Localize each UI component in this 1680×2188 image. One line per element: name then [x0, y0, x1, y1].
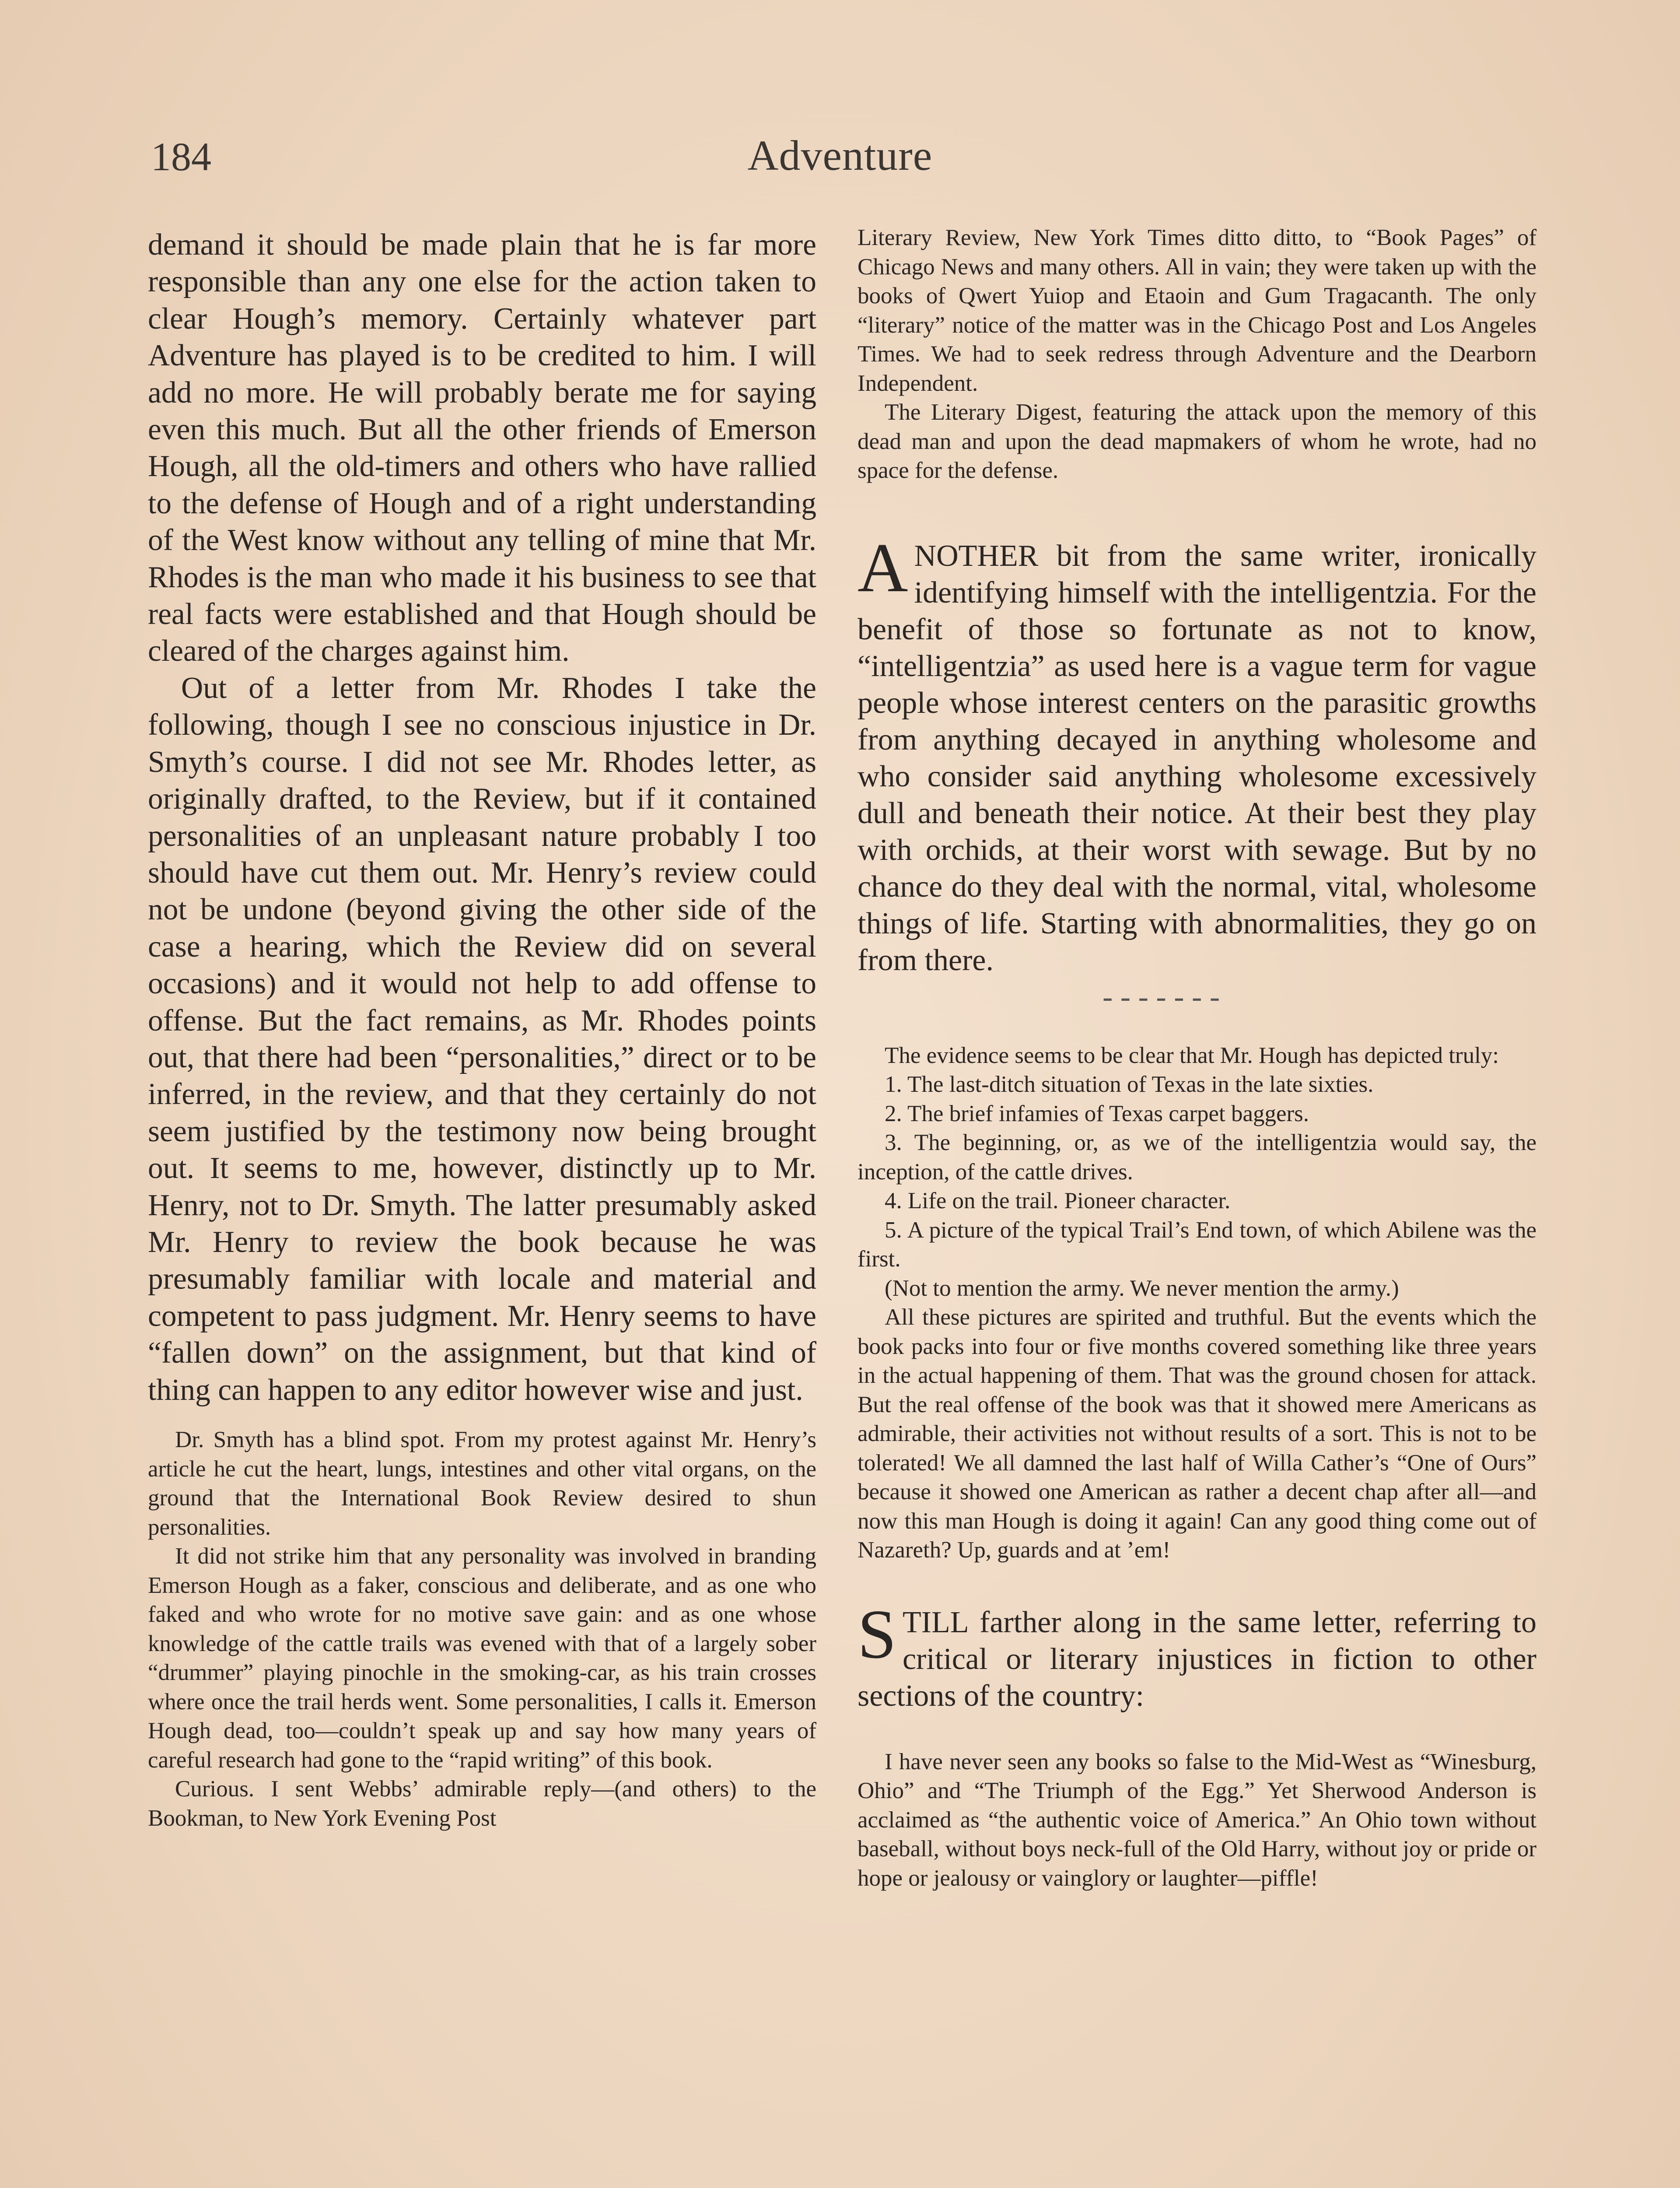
paragraph: NOTHER bit from the same writer, ironically identifying himself with the intelligentzia. For the benefit of those so fortunate as not to know, “intelligentzia” as used here is a vague term for vague people whose interest centers on the parasitic growths from anything decayed in anything wholesome and who consider said anything wholesome excessively dull and beneath their notice. At their best they play with orchids, at their worst with sewage. But by no chance do they deal with the normal, vital, wholesome things of life. Starting with abnormalities, they go on from there.	[858, 539, 1536, 977]
left-quoted-letter	[148, 1425, 816, 1833]
quoted-paragraph: Literary Review, New York Times ditto ditto, to “Book Pages” of Chicago News and many others. All in vain; they were taken up with the books of Qwert Yuiop and Etaoin and Gum Tragacanth. The only “literary” notice of the matter was in the Chicago Post and Los Angeles Times. We had to seek redress through Adventure and the Dearborn Independent.	[858, 225, 1536, 396]
paragraph: demand it should be made plain that he is far more responsible than any one else for the action taken to clear Hough’s memory. Certainly whatever part Adventure has played is to be credited to him. I will add no more. He will probably berate me for saying even this much. But all the other friends of Emerson Hough, all the old-timers and others who have rallied to the defense of Hough and of a right understanding of the West know without any telling of mine that Mr. Rhodes is the man who made it his business to see that real facts were established and that Hough should be cleared of the charges against him.	[148, 228, 816, 668]
list-item: 2. The brief infamies of Texas carpet baggers.	[885, 1101, 1309, 1126]
section-still	[858, 1595, 1536, 1715]
paragraph: Out of a letter from Mr. Rhodes I take the following, though I see no conscious injustice in Dr. Smyth’s course. I did not see Mr. Rhodes letter, as originally drafted, to the Review, but if it contained personalities of an unpleasant nature probably I too should have cut them out. Mr. Henry’s review could not be undone (beyond giving the other side of the case a hearing, which the Review did on several occasions) and it would not help to add offense to offense. But the fact remains, as Mr. Rhodes points out, that there had been “personalities,” direct or to be inferred, in the review, and that they certainly do not seem justified by the testimony now being brought out. It seems to me, however, distinctly up to Mr. Henry, not to Dr. Smyth. The latter presumably asked Mr. Henry to review the book because he was presumably familiar with locale and material and competent to pass judgment. Mr. Henry seems to have “fallen down” on the assignment, but that kind of thing can happen to any editor however wise and just.	[148, 671, 816, 1407]
running-head: Adventure	[747, 132, 933, 179]
list-item: 4. Life on the trail. Pioneer character.	[885, 1188, 1231, 1213]
list-item: 1. The last-ditch situation of Texas in the late sixties.	[885, 1072, 1374, 1097]
list-item: (Not to mention the army. We never mention the army.)	[885, 1275, 1399, 1301]
list-item: 3. The beginning, or, as we of the intelligentzia would say, the inception, of the cattle drives.	[858, 1130, 1536, 1185]
left-column	[148, 227, 816, 1833]
right-continued-letter	[858, 223, 1536, 485]
evidence-closing: All these pictures are spirited and truthful. But the events which the book packs into four or five months covered something like three years in the actual happening of them. That was the ground chosen for attack. But the real offense of the book was that it showed mere Americans as admirable, their activities not without results of a sort. This is not to be tolerated! We all damned the last half of Willa Cather’s “One of Ours” because it showed one American as rather a decent chap after all—and now this man Hough is doing it again! Can any good thing come out of Nazareth? Up, guards and at ’em!	[858, 1304, 1536, 1563]
drop-cap: A	[858, 528, 908, 607]
quoted-paragraph: I have never seen any books so false to the Mid-West as “Winesburg, Ohio” and “The Triumph of the Egg.” Yet Sherwood Anderson is acclaimed as “the authentic voice of America.” An Ohio town without baseball, without boys neck-full of the Old Harry, without joy or pride or hope or jealousy or vainglory or laughter—piffle!	[858, 1749, 1536, 1891]
separator-dashes: - - - - - - -	[1102, 980, 1220, 1014]
page-number: 184	[151, 134, 211, 179]
list-item: 5. A picture of the typical Trail’s End town, of which Abilene was the first.	[858, 1217, 1536, 1272]
quoted-paragraph: The Literary Digest, featuring the attack upon the memory of this dead man and upon the dead mapmakers of whom he wrote, had no space for the defense.	[858, 400, 1536, 483]
paragraph: TILL farther along in the same letter, referring to critical or literary injustices in fiction to other sections of the country:	[858, 1605, 1536, 1713]
right-column	[858, 227, 1536, 1893]
evidence-intro: The evidence seems to be clear that Mr. Hough has depicted truly:	[885, 1042, 1499, 1068]
section-another	[858, 528, 1536, 1016]
quoted-paragraph: It did not strike him that any personality was involved in branding Emerson Hough as a faker, conscious and deliberate, and as one who faked and who wrote for no motive save gain: and as one whose knowledge of the cattle trails was evened with that of a largely sober “drummer” playing pinochle in the smoking-car, as his train crosses where once the trail herds went. Some personalities, I calls it. Emerson Hough dead, too—couldn’t speak up and say how many years of careful research had gone to the “rapid writing” of this book.	[148, 1543, 816, 1773]
quoted-paragraph: Dr. Smyth has a blind spot. From my protest against Mr. Henry’s article he cut the heart, lungs, intestines and other vital organs, on the ground that the International Book Review desired to shun personalities.	[148, 1427, 816, 1540]
final-quote-block	[858, 1747, 1536, 1893]
evidence-block	[858, 1041, 1536, 1565]
quoted-paragraph: Curious. I sent Webbs’ admirable reply—(and others) to the Bookman, to New York Evening Post	[148, 1776, 816, 1831]
drop-cap: S	[858, 1595, 896, 1673]
left-main-text	[148, 227, 816, 1409]
